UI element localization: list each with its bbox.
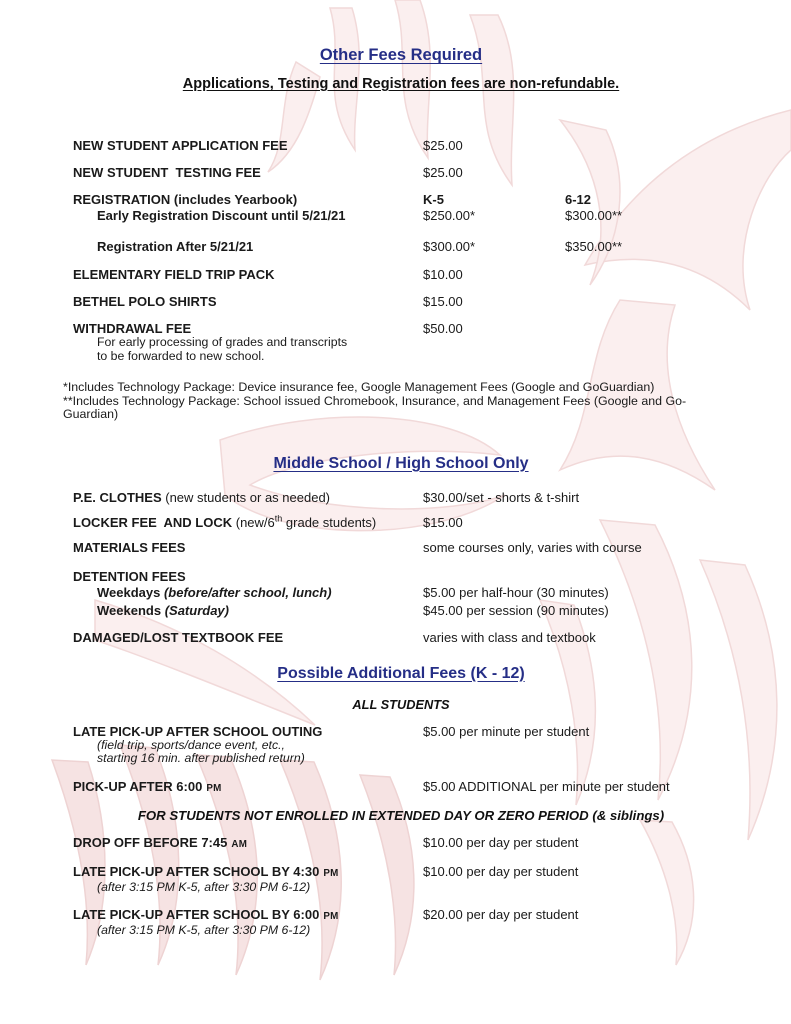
fee-value: $15.00 bbox=[423, 294, 463, 309]
fee-label: Registration After 5/21/21 bbox=[97, 239, 254, 254]
fee-value-6-12: $350.00** bbox=[565, 239, 623, 254]
pm-small-caps: PM bbox=[206, 782, 222, 794]
late-outing-note-line-1: (field trip, sports/dance event, etc., bbox=[97, 737, 285, 752]
fee-value: $30.00/set - shorts & t-shirt bbox=[423, 489, 580, 505]
fee-label: LATE PICK-UP AFTER SCHOOL BY 6:00 PM bbox=[73, 907, 339, 922]
page-subtitle: Applications, Testing and Registration fees are non-refundable. bbox=[182, 76, 620, 92]
fee-label: LATE PICK-UP AFTER SCHOOL BY 4:30 PM bbox=[73, 863, 339, 879]
detention-row-weekdays bbox=[73, 585, 751, 601]
late-600-note: (after 3:15 PM K-5, after 3:30 PM 6-12) bbox=[97, 923, 311, 937]
fee-value: $15.00 bbox=[423, 514, 463, 530]
fee-value-6-12: $300.00** bbox=[565, 208, 623, 223]
registration-row-early bbox=[73, 208, 751, 223]
fee-value: $25.00 bbox=[423, 165, 463, 180]
registration-row-after bbox=[73, 239, 751, 254]
fee-label: P.E. CLOTHES (new students or as needed) bbox=[73, 489, 331, 505]
all-students-note: ALL STUDENTS bbox=[352, 696, 450, 712]
fee-row-withdrawal bbox=[73, 321, 751, 336]
fee-label: WITHDRAWAL FEE bbox=[73, 321, 192, 336]
am-small-caps: AM bbox=[231, 838, 248, 850]
footnote-single-asterisk: *Includes Technology Package: Device insurance fee, Google Management Fees (Google and GoGuardian) bbox=[63, 380, 655, 394]
footnote-double-asterisk: **Includes Technology Package: School issued Chromebook, Insurance, and Management Fees (Google and Go-Guardian) bbox=[63, 393, 687, 421]
late-430-note: (after 3:15 PM K-5, after 3:30 PM 6-12) bbox=[97, 879, 311, 894]
pm-small-caps: PM bbox=[323, 867, 339, 879]
fee-row-drop-off bbox=[73, 835, 751, 852]
page-title: Other Fees Required bbox=[319, 46, 483, 64]
fee-label: LATE PICK-UP AFTER SCHOOL OUTING bbox=[73, 723, 323, 739]
fee-label: BETHEL POLO SHIRTS bbox=[73, 294, 217, 309]
fee-group-late-outing bbox=[0, 724, 791, 766]
fee-label: ELEMENTARY FIELD TRIP PACK bbox=[73, 267, 275, 282]
fee-row-textbook bbox=[73, 630, 751, 645]
fee-value: some courses only, varies with course bbox=[423, 539, 642, 555]
fee-row-late-600 bbox=[73, 907, 751, 924]
fee-value-k5: $250.00* bbox=[423, 208, 476, 223]
fee-value: $25.00 bbox=[423, 138, 463, 153]
fee-row-late-outing bbox=[73, 724, 751, 739]
fee-row-materials bbox=[73, 540, 751, 555]
fee-row-late-430 bbox=[73, 864, 751, 881]
fee-value: $10.00 per day per student bbox=[423, 834, 579, 850]
fee-value: $10.00 bbox=[423, 267, 463, 282]
fee-label: NEW STUDENT APPLICATION FEE bbox=[73, 138, 288, 153]
fee-group-late-600 bbox=[0, 907, 791, 938]
fee-label: Weekends (Saturday) bbox=[97, 602, 229, 618]
section-heading-additional-fees: Possible Additional Fees (K - 12) bbox=[277, 664, 525, 682]
fee-value: $5.00 per minute per student bbox=[423, 723, 590, 739]
section-heading-middle-high: Middle School / High School Only bbox=[273, 454, 529, 472]
section-additional-fees bbox=[0, 697, 791, 938]
fee-row-testing bbox=[73, 165, 751, 180]
fee-row-pickup-after-six bbox=[73, 779, 751, 796]
late-outing-note-line-2: starting 16 min. after published return) bbox=[97, 751, 305, 765]
withdrawal-note-line-1: For early processing of grades and transcripts bbox=[97, 335, 348, 349]
detention-fees-header bbox=[73, 569, 751, 584]
column-header-k5: K-5 bbox=[423, 192, 444, 207]
section-general-fees bbox=[0, 138, 791, 422]
extended-day-note: FOR STUDENTS NOT ENROLLED IN EXTENDED DAY OR ZERO PERIOD (& siblings) bbox=[137, 807, 665, 823]
pm-small-caps: PM bbox=[323, 911, 339, 922]
fee-row-application bbox=[73, 138, 751, 153]
fee-value: $45.00 per session (90 minutes) bbox=[423, 602, 609, 618]
withdrawal-note-line-2: to be forwarded to new school. bbox=[97, 348, 265, 363]
fee-label: Early Registration Discount until 5/21/21 bbox=[97, 208, 346, 223]
section-middle-high bbox=[0, 490, 791, 645]
fee-label: DROP OFF BEFORE 7:45 AM bbox=[73, 834, 248, 850]
fee-value: $50.00 bbox=[423, 321, 463, 336]
fee-label: NEW STUDENT TESTING FEE bbox=[73, 165, 261, 180]
fee-label: DAMAGED/LOST TEXTBOOK FEE bbox=[73, 629, 284, 645]
fee-value: $20.00 per day per student bbox=[423, 907, 579, 922]
column-header-6-12: 6-12 bbox=[565, 192, 592, 207]
fee-label: MATERIALS FEES bbox=[73, 539, 186, 555]
fee-value-k5: $300.00* bbox=[423, 239, 476, 254]
fee-value: varies with class and textbook bbox=[423, 629, 596, 645]
fee-label: DETENTION FEES bbox=[73, 568, 186, 584]
fee-group-late-430 bbox=[0, 864, 791, 895]
fee-label: Weekdays (before/after school, lunch) bbox=[97, 584, 332, 600]
fee-row-field-trip bbox=[73, 267, 751, 282]
detention-row-weekends bbox=[73, 603, 751, 619]
fee-label: REGISTRATION (includes Yearbook) bbox=[73, 192, 298, 207]
fee-label: LOCKER FEE AND LOCK (new/6th grade students) bbox=[73, 513, 377, 530]
fee-label: PICK-UP AFTER 6:00 PM bbox=[73, 778, 222, 794]
registration-header-row bbox=[73, 192, 751, 207]
fee-row-pe-clothes bbox=[73, 490, 751, 505]
fee-value: $5.00 ADDITIONAL per minute per student bbox=[423, 778, 670, 794]
fee-row-locker bbox=[73, 515, 751, 530]
fee-row-polo-shirts bbox=[73, 294, 751, 309]
fee-value: $5.00 per half-hour (30 minutes) bbox=[423, 584, 609, 600]
technology-footnotes bbox=[63, 381, 731, 422]
fee-value: $10.00 per day per student bbox=[423, 863, 579, 879]
superscript-th: th bbox=[274, 513, 283, 524]
